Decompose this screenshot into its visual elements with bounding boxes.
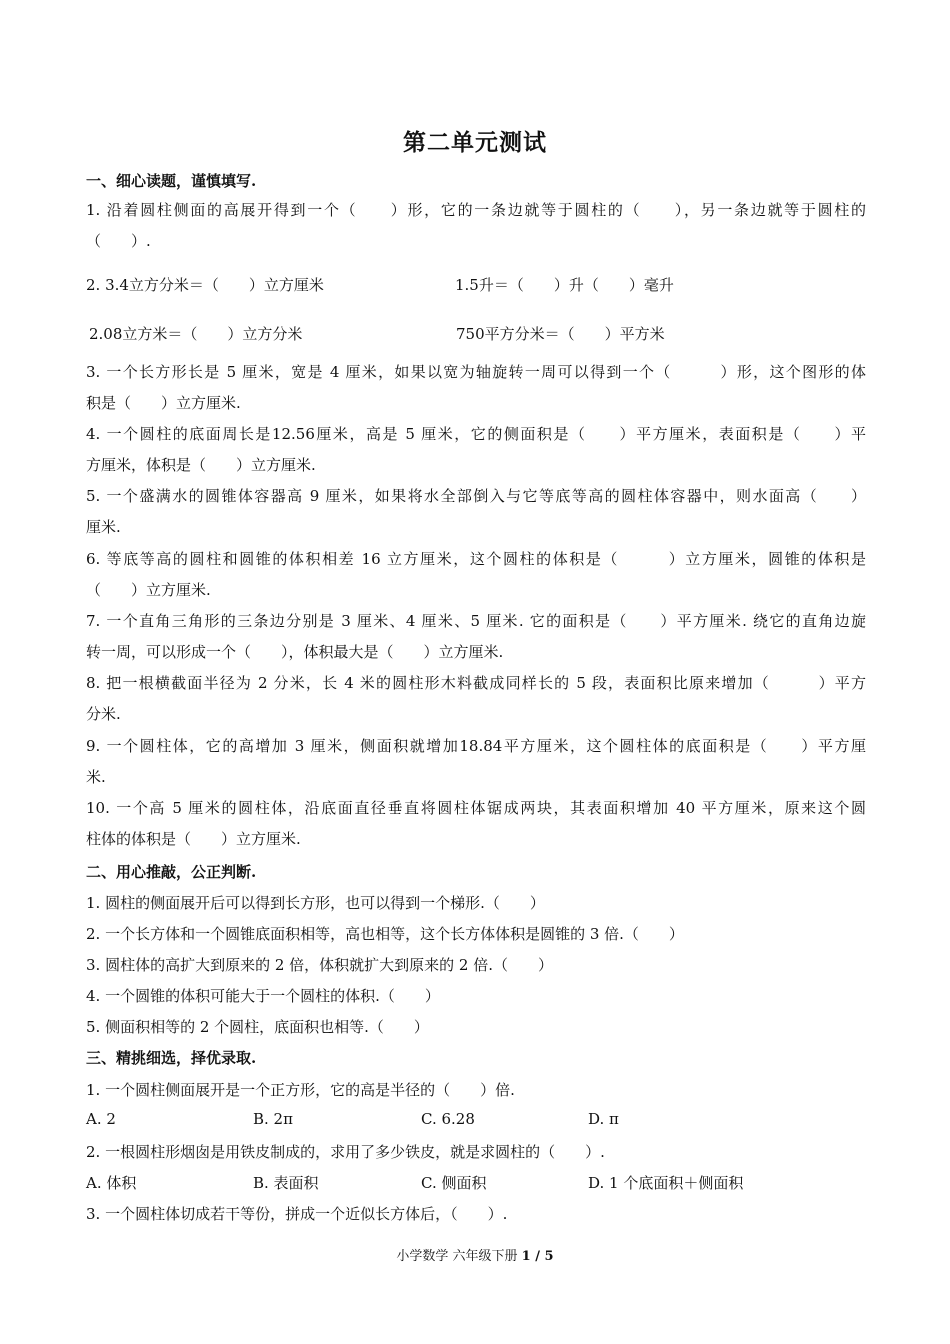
q2-item-c: 2.08立方米＝（ ）立方分米 — [89, 325, 303, 343]
q4-line-2: 方厘米，体积是（ ）立方厘米. — [86, 456, 316, 474]
choice-q1-option-d: D. π — [588, 1110, 619, 1128]
page-footer — [0, 1245, 950, 1264]
judge-item-5: 5. 侧面积相等的 2 个圆柱，底面积也相等.（ ） — [86, 1018, 429, 1036]
footer-page-total: 5 — [544, 1249, 554, 1264]
q2-item-a: 2. 3.4立方分米＝（ ）立方厘米 — [86, 276, 324, 294]
q10-line-1: 10. 一个高 5 厘米的圆柱体，沿底面直径垂直将圆柱体锯成两块，其表面积增加 40 平方厘米，原来这个圆 — [86, 799, 866, 817]
judge-item-2: 2. 一个长方体和一个圆锥底面积相等，高也相等，这个长方体体积是圆锥的 3 倍.（ ） — [86, 925, 684, 943]
choice-q1-stem: 1. 一个圆柱侧面展开是一个正方形，它的高是半径的（ ）倍. — [86, 1081, 515, 1099]
choice-q2-option-a: A. 体积 — [86, 1174, 137, 1192]
q2-item-b: 1.5升＝（ ）升（ ）毫升 — [455, 276, 674, 294]
q5-line-2: 厘米. — [86, 518, 121, 536]
q1-line-1: 1. 沿着圆柱侧面的高展开得到一个（ ）形，它的一条边就等于圆柱的（ ），另一条边就等于圆柱的 — [86, 201, 866, 219]
q4-line-1: 4. 一个圆柱的底面周长是12.56厘米，高是 5 厘米，它的侧面积是（ ）平方厘米，表面积是（ ）平 — [86, 425, 866, 443]
q3-line-1: 3. 一个长方形长是 5 厘米，宽是 4 厘米，如果以宽为轴旋转一周可以得到一个（ ）形，这个图形的体 — [86, 363, 866, 381]
q8-line-1: 8. 把一根横截面半径为 2 分米，长 4 米的圆柱形木料截成同样长的 5 段，表面积比原来增加（ ）平方 — [86, 674, 866, 692]
choice-q1-option-b: B. 2π — [253, 1110, 293, 1128]
footer-text: 小学数学 六年级下册 — [396, 1249, 522, 1264]
q8-line-2: 分米. — [86, 705, 121, 723]
q6-line-1: 6. 等底等高的圆柱和圆锥的体积相差 16 立方厘米，这个圆柱的体积是（ ）立方厘米，圆锥的体积是 — [86, 550, 866, 568]
q9-line-1: 9. 一个圆柱体，它的高增加 3 厘米，侧面积就增加18.84平方厘米，这个圆柱体的底面积是（ ）平方厘 — [86, 737, 866, 755]
choice-q1-option-a: A. 2 — [86, 1110, 116, 1128]
footer-separator: / — [530, 1249, 545, 1264]
footer-page-number: 1 — [521, 1249, 531, 1264]
q7-line-2: 转一周，可以形成一个（ ），体积最大是（ ）立方厘米. — [86, 643, 504, 661]
q5-line-1: 5. 一个盛满水的圆锥体容器高 9 厘米，如果将水全部倒入与它等底等高的圆柱体容器中，则水面高（ ） — [86, 487, 866, 505]
choice-q2-stem: 2. 一根圆柱形烟囱是用铁皮制成的，求用了多少铁皮，就是求圆柱的（ ）. — [86, 1143, 605, 1161]
page-title: 第二单元测试 — [403, 129, 547, 156]
choice-q3-stem: 3. 一个圆柱体切成若干等份，拼成一个近似长方体后，（ ）. — [86, 1205, 508, 1223]
q2-item-d: 750平方分米＝（ ）平方米 — [456, 325, 665, 343]
q6-line-2: （ ）立方厘米. — [86, 581, 211, 599]
section-1-heading: 一、细心读题，谨慎填写. — [86, 172, 257, 190]
section-3-heading: 三、精挑细选，择优录取. — [86, 1049, 257, 1067]
q7-line-1: 7. 一个直角三角形的三条边分别是 3 厘米、4 厘米、5 厘米. 它的面积是（ ）平方厘米. 绕它的直角边旋 — [86, 612, 866, 630]
q3-line-2: 积是（ ）立方厘米. — [86, 394, 241, 412]
choice-q2-option-c: C. 侧面积 — [421, 1174, 487, 1192]
choice-q2-option-d: D. 1 个底面积＋侧面积 — [588, 1174, 744, 1192]
q1-line-2: （ ）. — [86, 232, 151, 250]
q10-line-2: 柱体的体积是（ ）立方厘米. — [86, 830, 301, 848]
judge-item-1: 1. 圆柱的侧面展开后可以得到长方形，也可以得到一个梯形.（ ） — [86, 894, 545, 912]
q9-line-2: 米. — [86, 768, 106, 786]
judge-item-3: 3. 圆柱体的高扩大到原来的 2 倍，体积就扩大到原来的 2 倍.（ ） — [86, 956, 554, 974]
choice-q1-option-c: C. 6.28 — [421, 1110, 475, 1128]
section-2-heading: 二、用心推敲，公正判断. — [86, 863, 257, 881]
judge-item-4: 4. 一个圆锥的体积可能大于一个圆柱的体积.（ ） — [86, 987, 440, 1005]
choice-q2-option-b: B. 表面积 — [253, 1174, 319, 1192]
